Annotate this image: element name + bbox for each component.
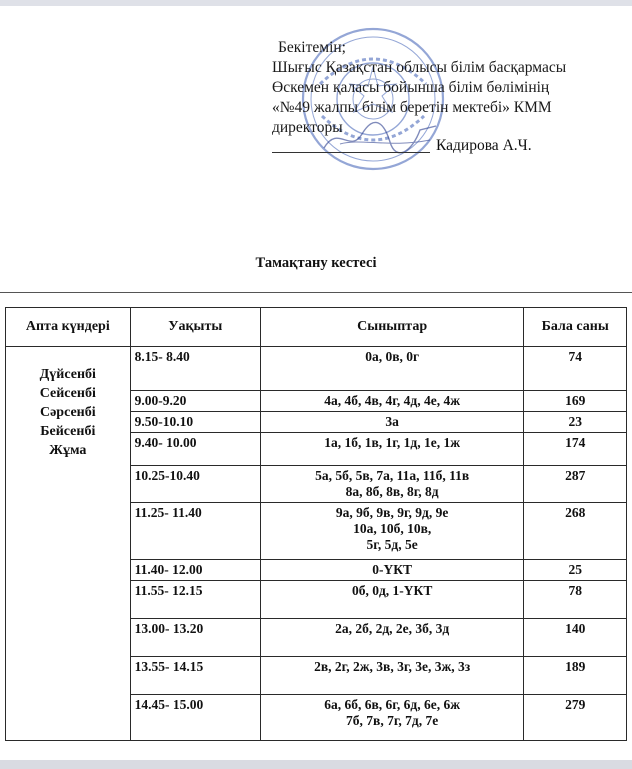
approval-line: «№49 жалпы білім беретін мектебі» КММ xyxy=(272,99,552,116)
time-cell: 11.25- 11.40 xyxy=(130,503,260,560)
approval-line: Шығыс Қазақстан облысы білім басқармасы xyxy=(272,59,567,76)
weekdays-cell xyxy=(6,347,131,741)
classes-cell xyxy=(260,619,524,657)
children-count-cell: 25 xyxy=(524,560,627,581)
time-cell: 11.55- 12.15 xyxy=(130,581,260,619)
children-count-cell: 74 xyxy=(524,347,627,391)
approval-line: Бекітемін; xyxy=(278,39,346,56)
time-cell: 13.00- 13.20 xyxy=(130,619,260,657)
time-cell: 10.25-10.40 xyxy=(130,466,260,503)
document-title: Тамақтану кестесі xyxy=(255,255,377,271)
classes-cell xyxy=(260,433,524,466)
scan-edge-bottom xyxy=(0,760,632,769)
children-count-cell: 189 xyxy=(524,657,627,695)
classes-line: 5г, 5д, 5е xyxy=(366,537,418,552)
children-count-cell: 78 xyxy=(524,581,627,619)
horizontal-rule xyxy=(0,292,632,293)
weekday-label: Сейсенбі xyxy=(39,386,96,401)
header-children-count: Бала саны xyxy=(524,308,627,347)
children-count-cell: 279 xyxy=(524,695,627,741)
header-time: Уақыты xyxy=(130,308,260,347)
classes-line: 4а, 4б, 4в, 4г, 4д, 4е, 4ж xyxy=(324,393,461,408)
classes-line: 0а, 0в, 0г xyxy=(365,349,420,364)
children-count-cell: 268 xyxy=(524,503,627,560)
time-cell: 9.50-10.10 xyxy=(130,412,260,433)
classes-line: 3а xyxy=(385,414,399,429)
classes-line: 6а, 6б, 6в, 6г, 6д, 6е, 6ж xyxy=(324,697,461,712)
classes-cell xyxy=(260,657,524,695)
classes-cell xyxy=(260,412,524,433)
signature-line xyxy=(272,152,430,153)
classes-line: 10а, 10б, 10в, xyxy=(353,521,432,536)
classes-line: 0б, 0д, 1-ҮКТ xyxy=(351,583,433,598)
director-name: Кадирова А.Ч. xyxy=(436,137,532,154)
classes-cell xyxy=(260,347,524,391)
children-count-cell: 174 xyxy=(524,433,627,466)
classes-line: 0-ҮКТ xyxy=(372,562,413,577)
classes-line: 2а, 2б, 2д, 2е, 3б, 3д xyxy=(335,621,450,636)
classes-line: 8а, 8б, 8в, 8г, 8д xyxy=(345,484,439,499)
classes-line: 7б, 7в, 7г, 7д, 7е xyxy=(346,713,439,728)
time-cell: 8.15- 8.40 xyxy=(130,347,260,391)
weekday-label: Сәрсенбі xyxy=(39,405,96,420)
classes-line: 1а, 1б, 1в, 1г, 1д, 1е, 1ж xyxy=(324,435,461,450)
classes-line: 5а, 5б, 5в, 7а, 11а, 11б, 11в xyxy=(315,468,470,483)
scan-edge-top xyxy=(0,0,632,6)
classes-cell xyxy=(260,695,524,741)
children-count-cell: 169 xyxy=(524,391,627,412)
weekday-label: Жұма xyxy=(49,443,87,458)
children-count-cell: 287 xyxy=(524,466,627,503)
time-cell: 11.40- 12.00 xyxy=(130,560,260,581)
classes-cell xyxy=(260,391,524,412)
approval-line: директоры xyxy=(272,119,343,136)
weekday-label: Бейсенбі xyxy=(40,424,96,439)
approval-line: Өскемен қаласы бойынша білім бөлімінің xyxy=(272,79,550,96)
table-body xyxy=(6,347,627,741)
classes-line: 9а, 9б, 9в, 9г, 9д, 9е xyxy=(335,505,449,520)
header-weekdays: Апта күндері xyxy=(6,308,131,347)
approval-block xyxy=(272,38,622,138)
weekdays-list xyxy=(10,365,126,460)
meal-schedule-table xyxy=(5,307,627,741)
time-cell: 14.45- 15.00 xyxy=(130,695,260,741)
time-cell: 9.00-9.20 xyxy=(130,391,260,412)
classes-line: 2в, 2г, 2ж, 3в, 3г, 3е, 3ж, 3з xyxy=(314,659,471,674)
classes-cell xyxy=(260,560,524,581)
classes-cell xyxy=(260,503,524,560)
time-cell: 9.40- 10.00 xyxy=(130,433,260,466)
weekday-label: Дүйсенбі xyxy=(39,367,96,382)
classes-cell xyxy=(260,581,524,619)
table-row xyxy=(6,347,627,391)
classes-cell xyxy=(260,466,524,503)
children-count-cell: 23 xyxy=(524,412,627,433)
time-cell: 13.55- 14.15 xyxy=(130,657,260,695)
header-classes: Сыныптар xyxy=(260,308,524,347)
table-header-row xyxy=(6,308,627,347)
children-count-cell: 140 xyxy=(524,619,627,657)
